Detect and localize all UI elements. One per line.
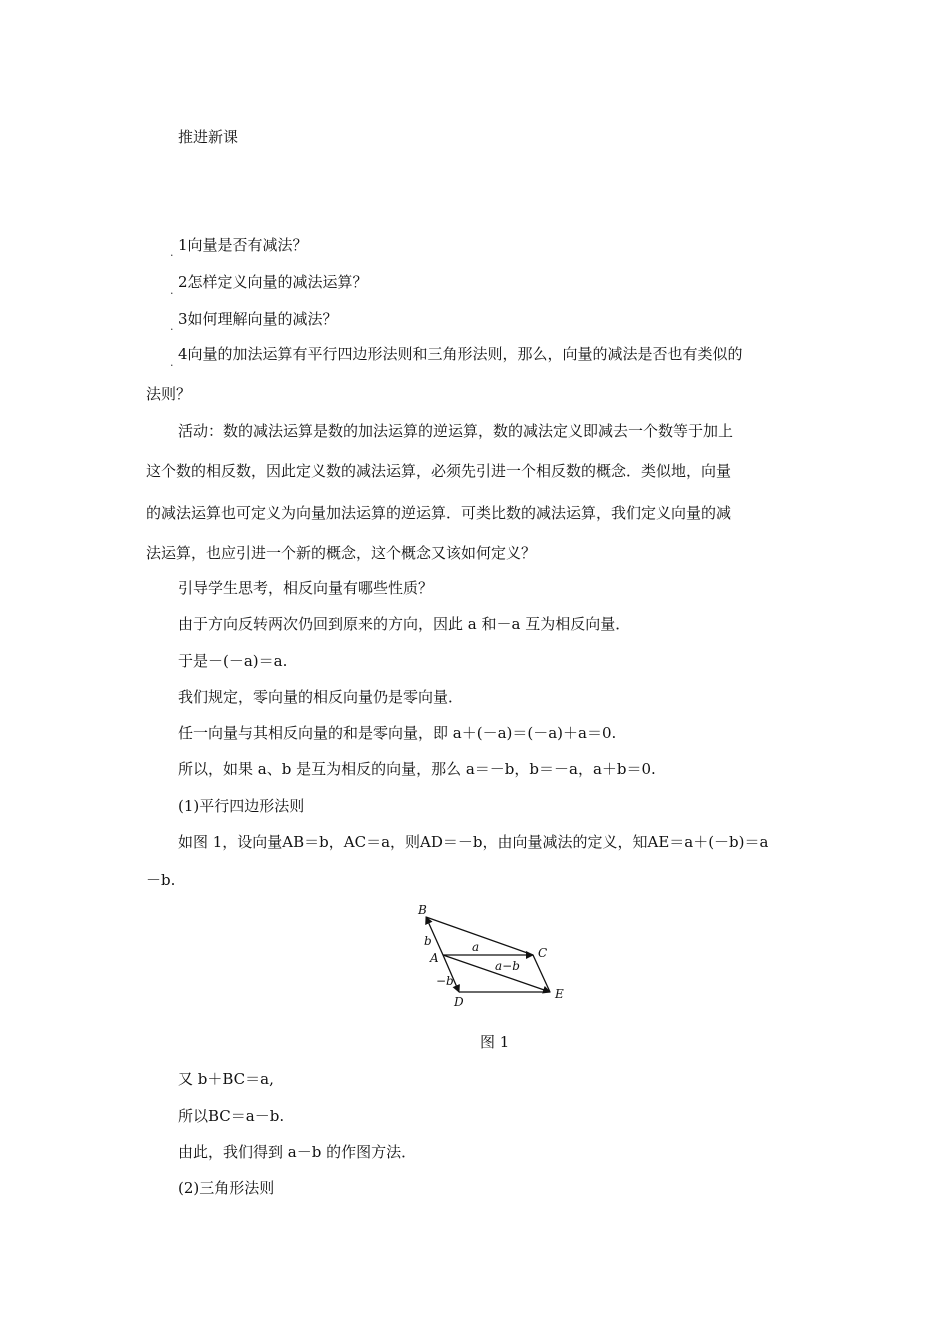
heading: 推进新课 [178, 128, 239, 146]
body-line-6: 所以，如果 a、b 是互为相反的向量，那么 a＝－b，b＝－a，a＋b＝0. [178, 760, 656, 778]
after-line-3: 由此，我们得到 a－b 的作图方法． [178, 1143, 417, 1161]
figure-caption: 图 1 [480, 1033, 510, 1051]
label-e-point: E [555, 987, 564, 1001]
label-vec-a: a [472, 940, 480, 954]
label-c-point: C [538, 946, 548, 960]
label-vec-amb: a−b [495, 959, 520, 973]
label-vec-b: b [424, 934, 432, 948]
body-line-3: 于是－(－a)＝a. [178, 652, 288, 670]
body-line-7: (1)平行四边形法则 [178, 797, 305, 815]
activity-line-1: 活动：数的减法运算是数的加法运算的逆运算，数的减法定义即减去一个数等于加上 [178, 422, 734, 440]
after-line-2: 所以BC＝a－b. [178, 1107, 285, 1125]
after-line-4: (2)三角形法则 [178, 1179, 275, 1197]
label-vec-negb: −b [436, 974, 454, 988]
vector-bc [426, 917, 533, 955]
body-line-5: 任一向量与其相反向量的和是零向量，即 a＋(－a)＝(－a)＋a＝0. [178, 724, 617, 742]
activity-line-4: 法运算，也应引进一个新的概念，这个概念又该如何定义？ [146, 544, 537, 562]
question-2: 2怎样定义向量的减法运算？ [178, 273, 368, 291]
question-4-cont: 法则？ [146, 385, 192, 403]
activity-line-2: 这个数的相反数，因此定义数的减法运算，必须先引进一个相反数的概念．类似地，向量 [146, 462, 732, 480]
question-3: 3如何理解向量的减法？ [178, 310, 338, 328]
label-b-point: B [418, 903, 427, 917]
body-line-9: －b. [146, 871, 176, 889]
body-line-2: 由于方向反转两次仍回到原来的方向，因此 a 和－a 互为相反向量． [178, 615, 631, 633]
body-line-8: 如图 1，设向量AB＝b，AC＝a，则AD＝－b，由向量减法的定义，知AE＝a＋(－b)＝a [178, 833, 769, 851]
body-line-1: 引导学生思考，相反向量有哪些性质？ [178, 579, 434, 597]
parallelogram-figure [405, 895, 585, 1013]
label-a-point: A [430, 951, 439, 965]
activity-line-3: 的减法运算也可定义为向量加法运算的逆运算．可类比数的减法运算，我们定义向量的减 [146, 504, 732, 522]
question-1: 1向量是否有减法？ [178, 236, 308, 254]
question-4: 4向量的加法运算有平行四边形法则和三角形法则，那么，向量的减法是否也有类似的 [178, 345, 743, 363]
body-line-4: 我们规定，零向量的相反向量仍是零向量． [178, 688, 464, 706]
label-d-point: D [454, 995, 464, 1009]
after-line-1: 又 b＋BC＝a, [178, 1070, 274, 1088]
